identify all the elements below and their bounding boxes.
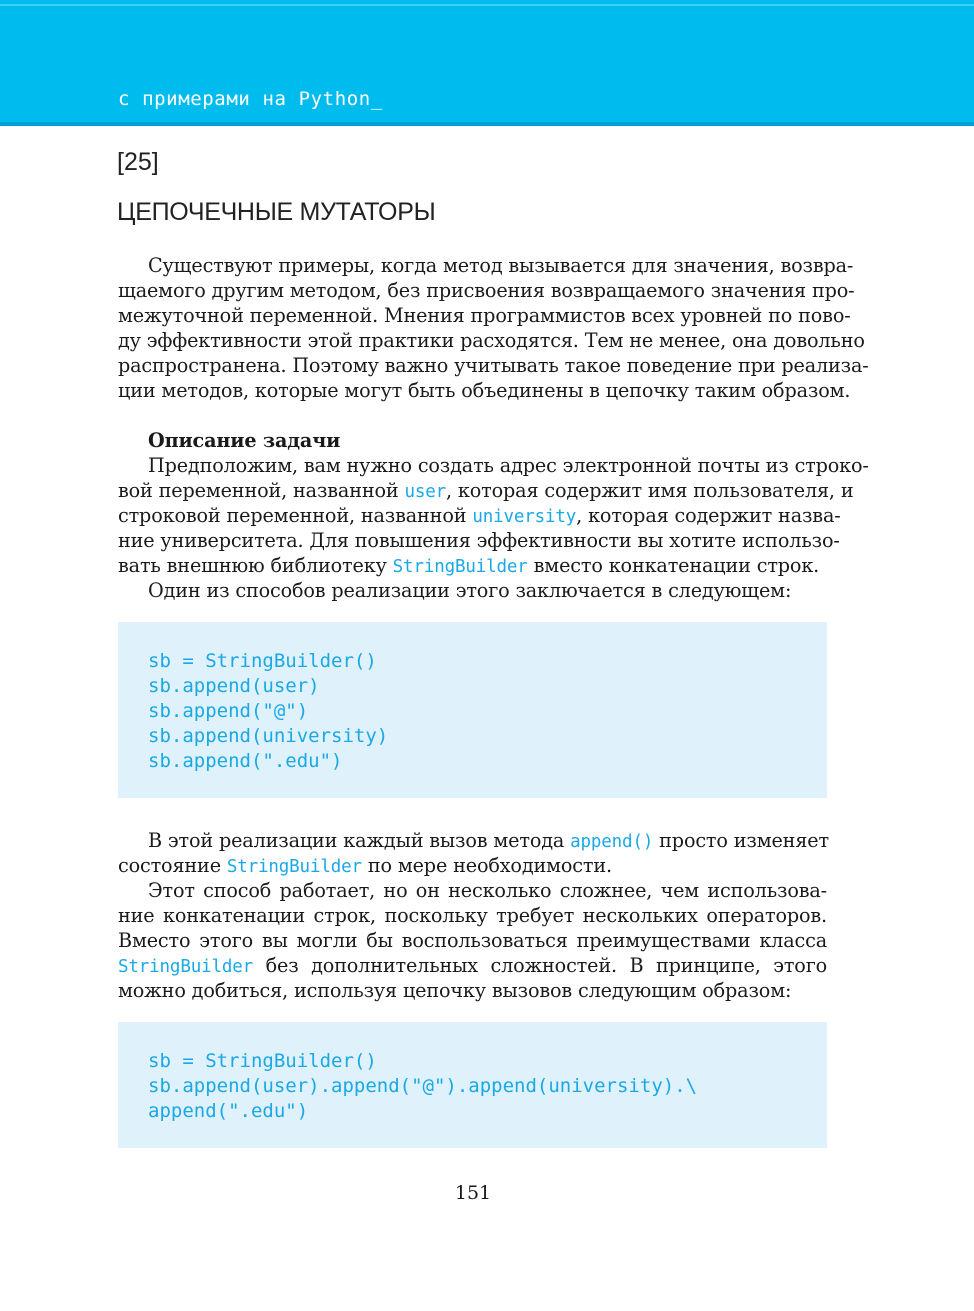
text-line: ции методов, которые могут быть объединены в цепочку таким образом. xyxy=(118,379,851,402)
task-heading-text: Описание задачи xyxy=(148,429,341,452)
inline-code-user: user xyxy=(404,482,447,502)
inline-code-stringbuilder: StringBuilder xyxy=(226,857,362,877)
inline-code-stringbuilder: StringBuilder xyxy=(118,957,254,977)
text-line xyxy=(118,478,854,503)
code-line: sb.append(university) xyxy=(148,725,389,747)
text-line: можно добиться, используя цепочку вызовов следующим образом: xyxy=(118,979,792,1002)
inline-code-append: append() xyxy=(570,832,654,852)
code-line: append(".edu") xyxy=(148,1100,309,1122)
series-title: с примерами на Python_ xyxy=(118,88,383,110)
header-rule xyxy=(0,4,974,6)
text-span: по мере необходимости. xyxy=(361,854,612,877)
text-line: Один из способов реализации этого заключается в следующем: xyxy=(148,579,792,602)
text-line: ду эффективности этой практики расходятся. Тем не менее, она довольно xyxy=(118,329,865,352)
chapter-title: ЦЕПОЧЕЧНЫЕ МУТАТОРЫ xyxy=(117,198,436,226)
text-line: Вместо этого вы могли бы воспользоваться преимуществами класса xyxy=(118,929,827,952)
text-line: ние конкатенации строк, поскольку требует нескольких операторов. xyxy=(118,904,827,927)
task-section xyxy=(118,428,869,603)
text-line: межуточной переменной. Мнения программистов всех уровней по пово- xyxy=(118,304,851,327)
text-span: вместо конкатенации строк. xyxy=(527,554,820,577)
header-banner xyxy=(0,0,974,126)
code-block-1 xyxy=(118,622,827,798)
text-line xyxy=(118,853,827,878)
text-span: без дополнительных сложностей. В принципе, этого xyxy=(253,954,827,977)
text-line xyxy=(118,503,841,528)
text-span: вой переменной, названной xyxy=(118,479,405,502)
page-number: 151 xyxy=(454,1182,492,1204)
text-span: состояние xyxy=(118,854,227,877)
text-line xyxy=(118,553,827,578)
task-heading xyxy=(118,428,827,453)
text-line: щаемого другим методом, без присвоения возвращаемого значения про- xyxy=(118,279,855,302)
text-line: Этот способ работает, но он несколько сложнее, чем использова- xyxy=(148,879,827,902)
text-span: , которая содержит имя пользователя, и xyxy=(446,479,854,502)
code-line: sb.append("@") xyxy=(148,700,309,722)
code-line: sb = StringBuilder() xyxy=(148,650,377,672)
text-span: вать внешнюю библиотеку xyxy=(118,554,393,577)
text-span: просто изменяет xyxy=(653,829,829,852)
text-span: строковой переменной, названной xyxy=(118,504,473,527)
after-code-1-paragraph xyxy=(118,828,827,1003)
chapter-number: [25] xyxy=(117,148,159,176)
code-block-2 xyxy=(118,1022,827,1148)
text-line xyxy=(118,828,827,853)
text-line: распространена. Поэтому важно учитывать такое поведение при реализа- xyxy=(118,354,869,377)
code-line: sb.append(user).append("@").append(university).\ xyxy=(148,1075,698,1097)
text-line: ние университета. Для повышения эффективности вы хотите использо- xyxy=(118,529,840,552)
text-line: Предположим, вам нужно создать адрес электронной почты из строко- xyxy=(148,454,869,477)
text-span: , которая содержит назва- xyxy=(576,504,841,527)
text-line xyxy=(118,953,827,978)
inline-code-stringbuilder: StringBuilder xyxy=(392,557,528,577)
code-line: sb = StringBuilder() xyxy=(148,1050,377,1072)
intro-paragraph xyxy=(118,253,869,403)
text-span: В этой реализации каждый вызов метода xyxy=(148,829,571,852)
text-line: Существуют примеры, когда метод вызывается для значения, возвра- xyxy=(148,254,854,277)
code-line: sb.append(".edu") xyxy=(148,750,343,772)
inline-code-university: university xyxy=(472,507,577,527)
code-line: sb.append(user) xyxy=(148,675,320,697)
